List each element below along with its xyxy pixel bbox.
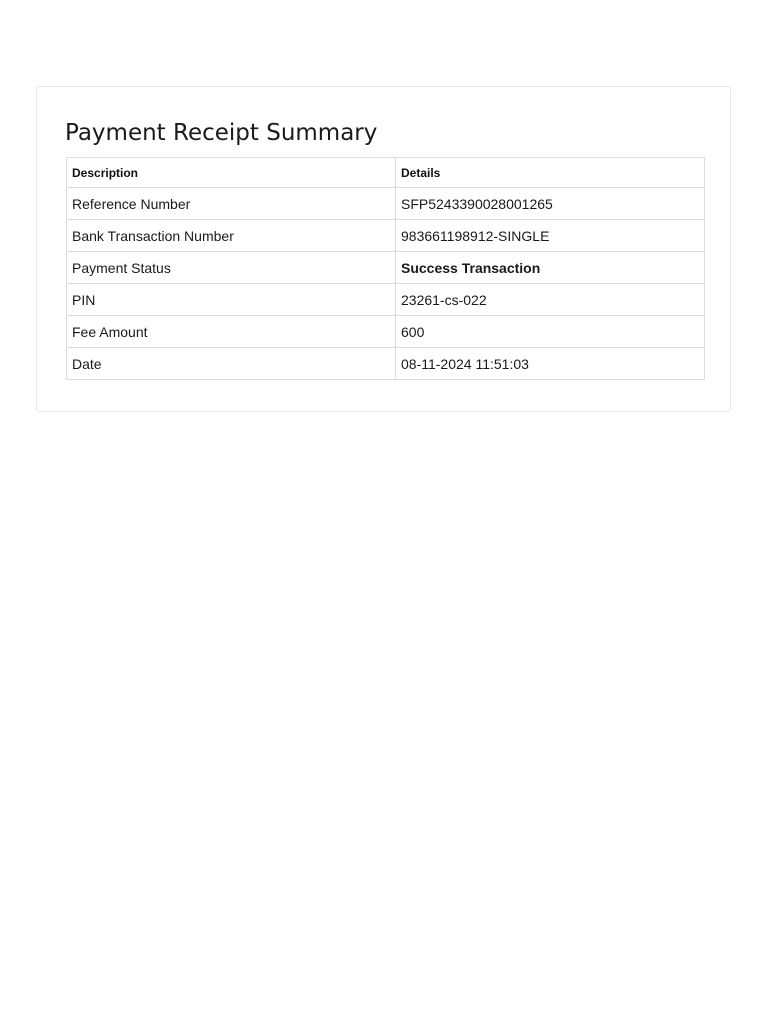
column-header-details: Details — [396, 158, 705, 188]
table-row-date — [67, 348, 705, 380]
column-header-description: Description — [67, 158, 396, 188]
table-row-reference-number — [67, 188, 705, 220]
page-title: Payment Receipt Summary — [65, 120, 378, 146]
table-row-bank-transaction-number — [67, 220, 705, 252]
row-label: PIN — [67, 284, 396, 316]
table-row-payment-status — [67, 252, 705, 284]
payment-status-value: Success Transaction — [396, 252, 705, 284]
fee-amount-value: 600 — [396, 316, 705, 348]
reference-number-value: SFP5243390028001265 — [396, 188, 705, 220]
bank-transaction-number-value: 983661198912-SINGLE — [396, 220, 705, 252]
date-value: 08-11-2024 11:51:03 — [396, 348, 705, 380]
table-header-row — [67, 158, 705, 188]
pin-value: 23261-cs-022 — [396, 284, 705, 316]
row-label: Reference Number — [67, 188, 396, 220]
row-label: Fee Amount — [67, 316, 396, 348]
receipt-card — [36, 86, 731, 412]
table-row-pin — [67, 284, 705, 316]
row-label: Date — [67, 348, 396, 380]
row-label: Payment Status — [67, 252, 396, 284]
receipt-table — [66, 157, 705, 380]
row-label: Bank Transaction Number — [67, 220, 396, 252]
table-row-fee-amount — [67, 316, 705, 348]
